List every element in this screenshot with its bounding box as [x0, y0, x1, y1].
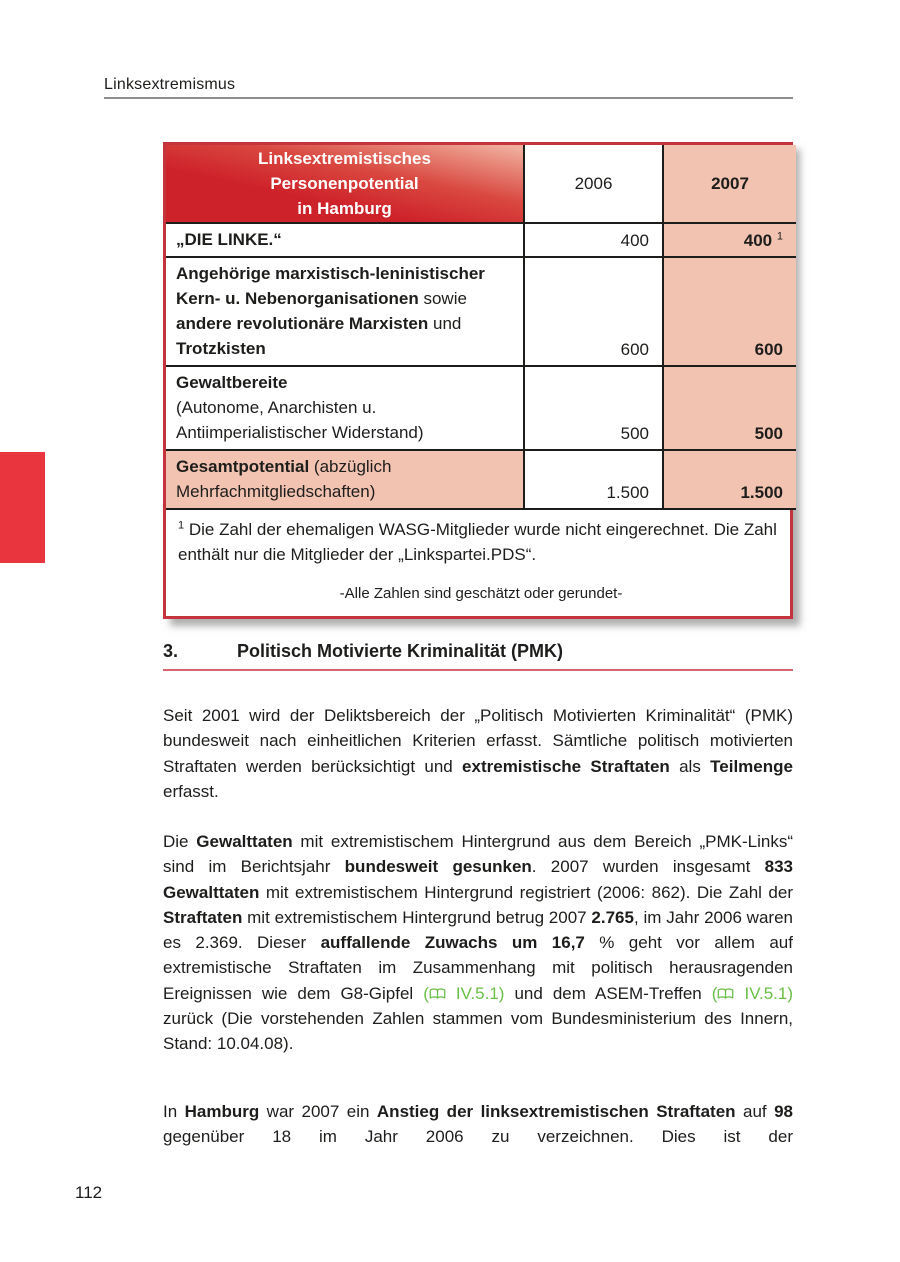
column-header-2007: 2007 — [663, 145, 796, 223]
cross-reference-link[interactable]: ( IV.5.1) — [423, 983, 505, 1003]
value-2007: 500 — [663, 366, 796, 450]
table-footnote — [166, 509, 796, 616]
table-row — [166, 366, 796, 450]
table-row — [166, 257, 796, 366]
cross-reference-link[interactable]: ( IV.5.1) — [711, 983, 793, 1003]
running-header-rule — [104, 97, 793, 99]
body-paragraph: Die Gewalttaten mit extremistischem Hintergrund aus dem Bereich „PMK-Links“ sind im Berichtsjahr bundesweit gesunken. 2007 wurden insgesamt 833 Gewalttaten mit extremistischem Hintergrund registriert (2006: 862). Die Zahl der Straftaten mit extremistischem Hintergrund betrug 2007 2.765, im Jahr 2006 waren es 2.369. Dieser auffallende Zuwachs um 16,7 % geht vor allem auf extremistische Straftaten im Zusammenhang mit politisch herausragenden Ereignissen wie dem G8-Gipfel ( IV.5.1) und dem ASEM-Treffen ( IV.5.1) zurück (Die vorstehenden Zahlen stammen vom Bundesministerium des Innern, Stand: 10.04.08). — [163, 832, 794, 1054]
footnote-marker: 1 — [178, 519, 185, 532]
row-label: „DIE LINKE.“ — [166, 223, 524, 257]
row-label: Gewaltbereite (Autonome, Anarchisten u. Antiimperialistischer Widerstand) — [166, 366, 524, 450]
value-2006: 400 — [524, 223, 663, 257]
table-total-row — [166, 450, 796, 509]
row-label: Gesamtpotential (abzüglich Mehrfachmitgliedschaften) — [166, 450, 524, 509]
running-header: Linksextremismus — [104, 76, 236, 93]
body-paragraph: Seit 2001 wird der Deliktsbereich der „Politisch Motivierten Kriminalität“ (PMK) bundesweit nach einheitlichen Kriterien erfasst. Sämtliche politisch motivierten Straftaten werden berücksichtigt und extremistische Straftaten als Teilmenge erfasst. — [163, 706, 793, 801]
footnote-text: $^1$ Die Zahl der ehemaligen WASG-Mitglieder wurde nicht eingerechnet. Die Zahl enthält nur die Mitglieder der „Linkspartei.PDS“. — [178, 519, 777, 564]
section-title: Politisch Motivierte Kriminalität (PMK) — [237, 641, 564, 661]
body-paragraph: In Hamburg war 2007 ein Anstieg der linksextremistischen Straftaten auf 98 gegenüber 18 im Jahr 2006 zu verzeichnen. Dies ist der — [163, 1102, 793, 1147]
table-footnote-row — [166, 509, 796, 616]
personenpotential-table — [163, 142, 793, 619]
value-2006: 500 — [524, 366, 663, 450]
value-2007: 1.500 — [663, 450, 796, 509]
table-title: Linksextremistisches Personenpotential in Hamburg — [166, 145, 524, 223]
book-icon — [717, 988, 734, 1000]
page-number: 112 — [75, 1183, 103, 1202]
footnote-marker: 1 — [776, 230, 783, 243]
value-2006: 600 — [524, 257, 663, 366]
column-header-2006: 2006 — [524, 145, 663, 223]
section-number: 3. — [163, 641, 179, 661]
table-header-row — [166, 145, 796, 223]
row-label: Angehörige marxistisch-leninistischer Kern- u. Nebenorganisationen sowie andere revolutionäre Marxisten und Trotzkisten — [166, 257, 524, 366]
table-row — [166, 223, 796, 257]
value-2007: 600 — [663, 257, 796, 366]
footnote-center-note: -Alle Zahlen sind geschätzt oder gerundet- — [339, 585, 623, 602]
chapter-edge-tab — [0, 452, 45, 563]
section-heading — [163, 641, 793, 671]
book-icon — [429, 988, 446, 1000]
value-2007: 400 $^1$ — [663, 223, 796, 257]
value-2006: 1.500 — [524, 450, 663, 509]
